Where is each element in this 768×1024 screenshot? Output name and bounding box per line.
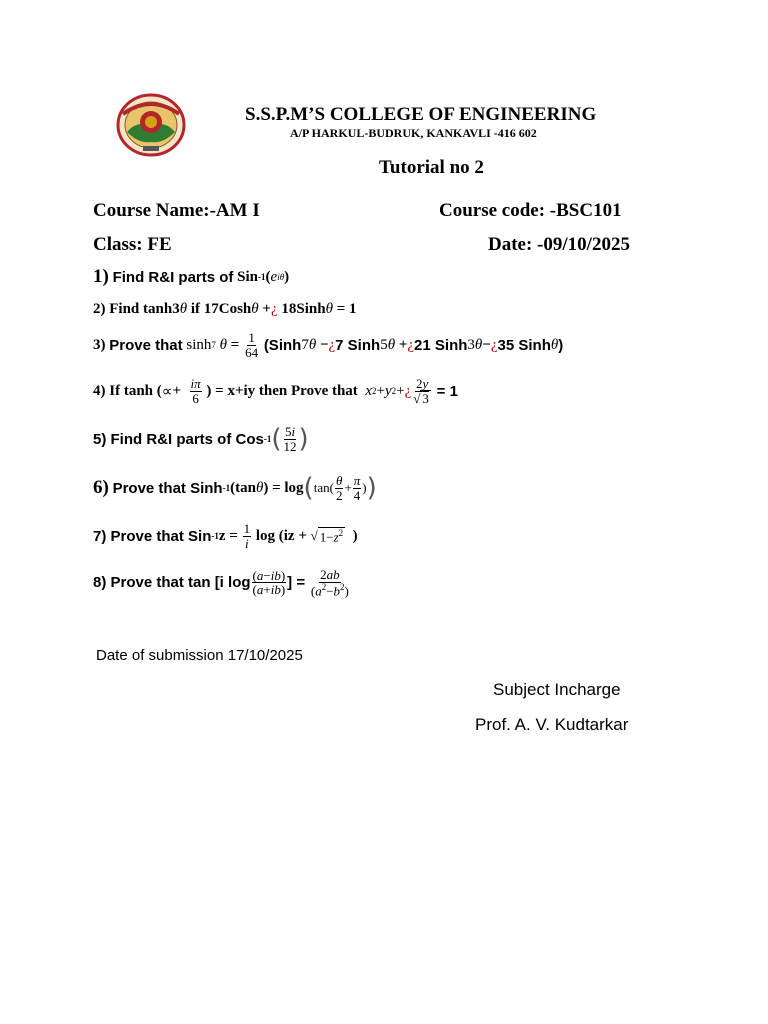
question-number: 3) — [93, 336, 106, 353]
question-text: (tan — [230, 479, 256, 496]
question-1: 1) Find R&I parts of Sin -1 ( e iθ ) — [93, 266, 290, 287]
question-6: 6) Prove that Sinh -1 (tan θ ) = log ( tan ( $\frac{\theta}{2}$ + $\frac{\pi}{4}$ ) ) — [93, 472, 377, 503]
function-name: Sin — [237, 268, 259, 285]
question-number: 4) If tanh ( — [93, 382, 162, 399]
question-number: 1) — [93, 266, 109, 287]
question-number: 6) — [93, 477, 109, 498]
question-number: 8) Prove that tan [i log — [93, 574, 251, 592]
course-code: Course code: -BSC101 — [439, 200, 622, 221]
submission-date: Date of submission 17/10/2025 — [96, 647, 303, 664]
question-number: 7) Prove that Sin — [93, 527, 212, 545]
question-text: = 1 — [336, 301, 357, 317]
question-text: ] = — [287, 574, 306, 592]
college-logo — [113, 92, 189, 158]
question-text: = 1 — [436, 382, 458, 400]
class-label: Class: FE — [93, 234, 172, 255]
question-text: if 17Cosh — [190, 301, 252, 317]
question-text: Prove that — [109, 336, 183, 354]
question-4: 4) If tanh ( ∝ + $\frac{i\pi}{6}$ ) = x+iy then Prove that x 2 + y 2 + ¿ $\frac{2y}{√ 3}$ = 1 — [93, 376, 458, 406]
question-text: Prove that Sinh — [112, 479, 223, 497]
question-7: 7) Prove that Sin -1 z = $\frac{1}{i}$ log (iz + √ $1-z^2$ ) — [93, 521, 358, 551]
question-text: log (iz + — [255, 527, 307, 544]
question-text: ) = x+iy then Prove that — [206, 382, 358, 399]
question-text: ) = log — [263, 479, 304, 496]
question-text: 18Sinh — [281, 301, 326, 317]
college-name: S.S.P.M’S COLLEGE OF ENGINEERING — [245, 104, 597, 125]
college-address: A/P HARKUL-BUDRUK, KANKAVLI -416 602 — [290, 126, 537, 140]
professor-name: Prof. A. V. Kudtarkar — [475, 715, 629, 734]
question-number: 5) Find R&I parts of Cos — [93, 430, 264, 448]
question-text: z = — [218, 527, 238, 544]
question-2: 2) Find tanh3 θ if 17Cosh θ + ¿ 18Sinh θ = 1 — [93, 301, 357, 317]
course-name: Course Name:-AM I — [93, 200, 260, 221]
question-text: Find R&I parts of — [112, 268, 234, 286]
question-3: 3) Prove that sinh 7 θ = $\frac{1}{64}$ (Sinh 7 θ − ¿ 7 Sinh 5 θ + ¿ 21 Sinh 3 θ − ¿ 35 Sinh θ ) — [93, 330, 564, 360]
tutorial-title: Tutorial no 2 — [379, 157, 484, 178]
question-number: 2) Find tanh3 — [93, 301, 180, 317]
question-5: 5) Find R&I parts of Cos -1 ( $\frac{5i}{12}$ ) — [93, 423, 309, 454]
subject-incharge: Subject Incharge — [493, 680, 621, 699]
question-8: 8) Prove that tan [i log $\frac{(a-ib)}{(a+ib)}$ ] = $\frac{2ab}{(a^2-b^2)}$ — [93, 567, 349, 598]
date-label: Date: -09/10/2025 — [488, 234, 630, 255]
